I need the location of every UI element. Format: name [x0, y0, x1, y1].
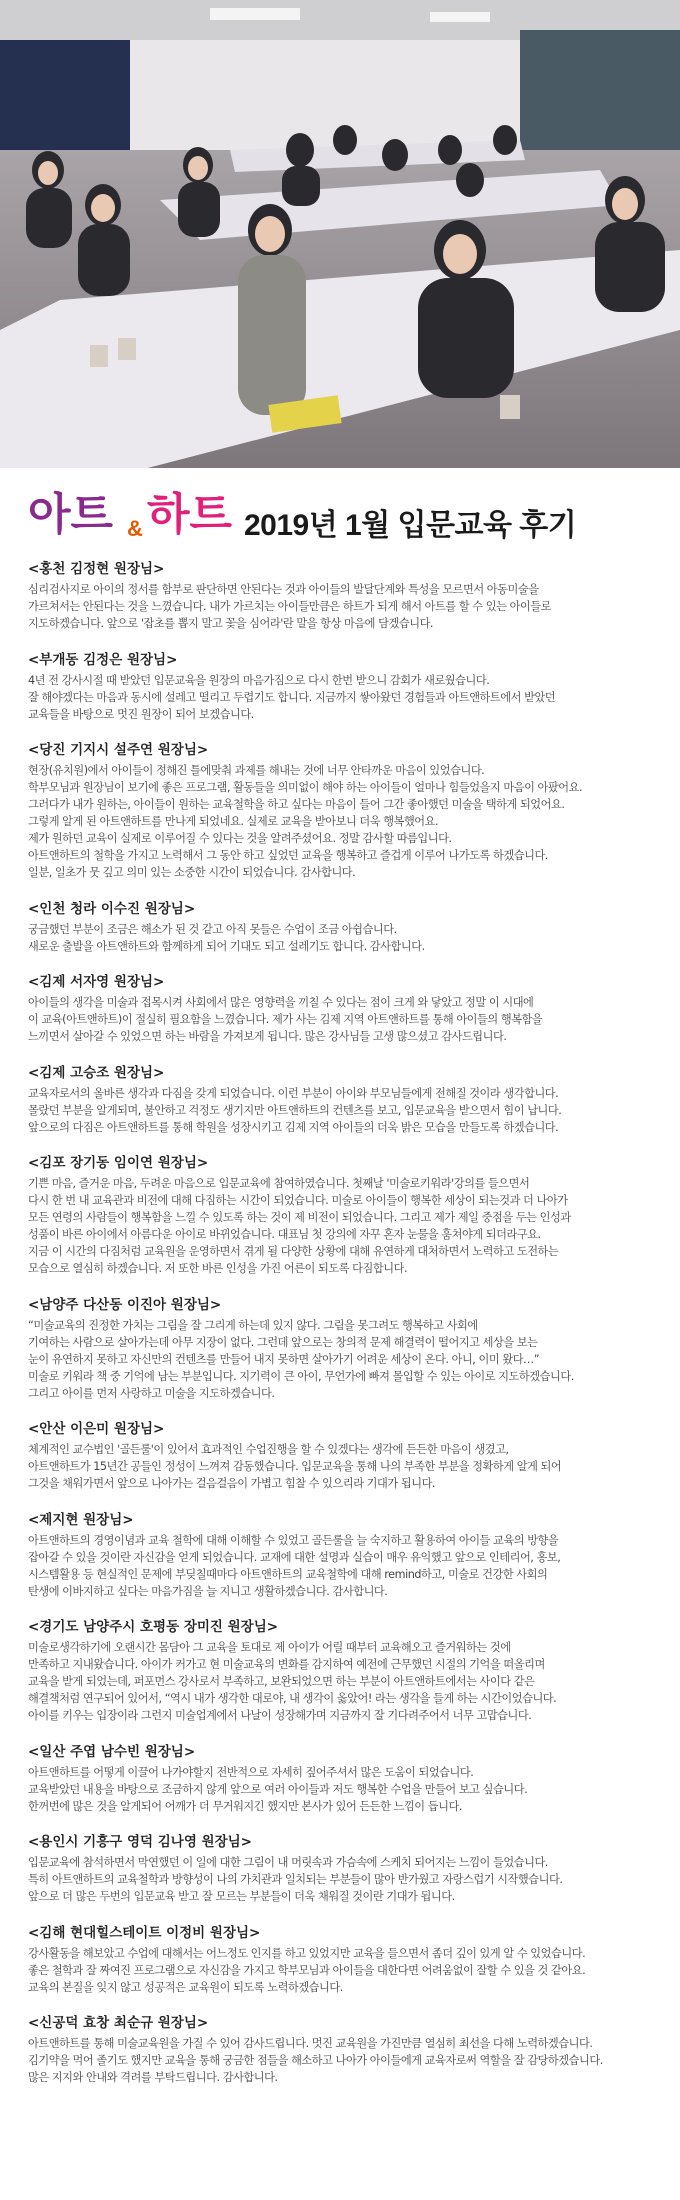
review-list — [28, 560, 658, 2105]
review-item — [28, 1924, 658, 1996]
page-title: 2019년 1월 입문교육 후기 — [244, 509, 577, 542]
review-author: <부개동 김정은 원장님> — [28, 651, 178, 668]
review-text: 기쁜 마음, 즐거운 마음, 두려운 마음으로 입문교육에 참여하였습니다. 첫째날 '미술로키워라'강의를 들으면서 다시 한 번 내 교육관과 비전에 대해 다짐하는 시간이 되었습니다. 미술로 아이들이 행복한 세상이 되는것과 더 나아가 모든 연령의 사람들이 행복함을 느낄 수 있도록 하는 것이 제 비전이 되었습니다. 그리고 제가 제일 중점을 두는 인성과 성품이 바른 아이에서 아름다운 아이로 바뀌었습니다. 대표님 첫 강의에 자꾸 혼자 눈물을 훔쳐야게 되더라구요. 지금 이 시간의 다짐처럼 교육원을 운영하면서 겪게 될 다양한 상황에 대해 유연하게 대처하면서 노력하고 도전하는 모습으로 열심히 하겠습니다. 저 또한 바른 인성을 가진 어른이 되도록 다짐합니다. — [28, 1177, 571, 1275]
review-text: 입문교육에 참석하면서 막연했던 이 일에 대한 그림이 내 머릿속과 가슴속에 스케치 되어지는 느낌이 들었습니다. 특히 아트앤하트의 교육철학과 방향성이 나의 가치관과 일치되는 부분들이 많아 반가웠고 자랑스럽기 시작했습니다. 앞으로 더 많은 두번의 입문교육 받고 잘 모르는 부분들이 더욱 채워질 것이란 기대가 됩니다. — [28, 1856, 563, 1903]
brand-heart-logo: 하트 — [147, 490, 233, 539]
review-item — [28, 741, 658, 881]
review-item — [28, 973, 658, 1045]
review-author: <안산 이은미 원장님> — [28, 1421, 165, 1437]
review-item — [28, 1833, 658, 1905]
review-author: <당진 기지시 설주연 원장님> — [28, 742, 209, 758]
review-author: <김포 장기동 임이연 원장님> — [28, 1155, 209, 1171]
review-author: <김제 서자영 원장님> — [28, 974, 165, 990]
review-author: <인천 청라 이수진 원장님> — [28, 900, 196, 917]
review-text: 심리검사지로 아이의 정서를 함부로 판단하면 안된다는 것과 아이들의 발달단계와 특성을 모르면서 아동미술을 가르쳐서는 안된다는 것을 느꼈습니다. 내가 가르치는 아이들만큼은 하트가 되게 해서 아트를 할 수 있는 아이들로 지도하겠습니다. 앞으로 '잡초를 뽑지 말고 꽃을 심어라'란 말을 항상 마음에 담겠습니다. — [28, 583, 552, 630]
review-text: 미술로생각하기에 오랜시간 몸담아 그 교육을 토대로 제 아이가 어릴 때부터 교육해오고 즐거워하는 것에 만족하고 지내왔습니다. 아이가 커가고 현 미술교육의 변화를 감지하여 예전에 근무했던 시절의 기억을 떠올리며 교육을 받게 되었는데, 퍼포먼스 강사로서 부족하고, 보완되었으면 하는 부분이 아트앤하트에서는 사이다 같은 해결책처럼 연구되어 있어서, “역시 내가 생각한 대로야, 내 생각이 옳았어! 라는 생각을 들게 하는 시간이었습니다. 아이를 키우는 입장이라 그런지 미술업계에서 나날이 성장해가며 지금까지 잘 기다려주어서 너무 고맙습니다. — [28, 1641, 557, 1722]
review-item — [28, 1296, 658, 1402]
review-text: 현장(유치원)에서 아이들이 정해진 틀에맞춰 과제를 해내는 것에 너무 안타까운 마음이 있었습니다. 학부모님과 원장님이 보기에 좋은 프로그램, 활동들을 의미없이 해야 하는 아이들이 얼마나 힘들었을지 마음이 아팠어요. 그러다가 내가 원하는, 아이들이 원하는 교육철학을 하고 싶다는 마음이 들어 그간 좋아했던 미술을 택하게 되었어요. 그렇게 알게 된 아트앤하트를 만나게 되었네요. 실제로 교육을 받아보니 더욱 행복했어요. 제가 원하던 교육이 실제로 이루어질 수 있다는 것을 알려주셨어요. 정말 감사할 따름입니다. 아트앤하트의 철학을 가지고 노력해서 그 동안 하고 싶었던 교육을 행복하고 즐겁게 이루어 나가도록 하겠습니다. 일분, 일초가 뭇 깊고 의미 있는 소중한 시간이 되었습니다. 감사합니다. — [28, 764, 583, 879]
review-text: 강사활동을 해보았고 수업에 대해서는 어느정도 인지를 하고 있었지만 교육을 들으면서 좀더 깊이 있게 알 수 있었습니다. 좋은 철학과 잘 짜여진 프로그램으로 자신감을 가지고 학부모님과 아이들을 대한다면 어려움없이 잘할 수 있을 것 같아요. 교육의 본질을 잊지 않고 성공적은 교육원이 되도록 노력하겠습니다. — [28, 1946, 586, 1994]
review-text: 4년 전 강사시절 때 받았던 입문교육을 원장의 마음가짐으로 다시 한번 받으니 감회가 새로웠습니다. 잘 해야겠다는 마음과 동시에 설레고 떨리고 두렵기도 합니다. 지금까지 쌓아왔던 경험들과 아트앤하트에서 받았던 교육들을 바탕으로 멋진 원장이 되어 보겠습니다. — [28, 673, 556, 721]
review-item — [28, 1154, 658, 1277]
review-item — [28, 2014, 658, 2086]
review-author: <김제 고승조 원장님> — [28, 1064, 165, 1081]
review-author: <일산 주엽 남수빈 원장님> — [28, 1743, 196, 1760]
review-author: <용인시 기흥구 영덕 김나영 원장님> — [28, 1834, 252, 1850]
review-text: 아트앤하트를 어떻게 이끌어 나가야할지 전반적으로 자세히 짚어주셔서 많은 도움이 되었습니다. 교육받았던 내용을 바탕으로 조금하지 않게 앞으로 여러 아이들과 저도 행복한 수업을 만들어 보고 싶습니다. 한꺼번에 많은 것을 알게되어 어깨가 더 무거워지긴 했지만 본사가 있어 든든한 느낌이 듭니다. — [28, 1765, 528, 1813]
brand-art-logo: 아트 — [28, 490, 114, 539]
review-text: 교육자로서의 올바른 생각과 다짐을 갖게 되었습니다. 이런 부분이 아이와 부모님들에게 전해질 것이라 생각합니다. 몰랐던 부분을 알게되며, 불안하고 걱정도 생기지만 아트앤하트의 컨텐츠를 보고, 입문교육을 받으면서 힘이 납니다. 앞으로의 다짐은 아트앤하트를 통해 학원을 성장시키고 김제 지역 아이들의 더욱 밝은 모습을 만들도록 하겠습니다. — [28, 1086, 562, 1134]
review-item — [28, 1743, 658, 1815]
review-item — [28, 900, 658, 955]
review-author: <남양주 다산동 이진아 원장님> — [28, 1296, 222, 1313]
review-text: 체계적인 교수법인 '골든룰'이 있어서 효과적인 수업진행을 할 수 있겠다는 생각에 든든한 마음이 생겼고, 아트앤하트가 15년간 공들인 정성이 느껴져 감동했습니다. 입문교육을 통해 나의 부족한 부분을 정확하게 알게 되어 그것을 채워가면서 앞으로 나아가는 걸음걸음이 가볍고 힘찰 수 있으리라 기대가 됩니다. — [28, 1443, 562, 1490]
review-item — [28, 1420, 658, 1492]
review-text: 궁금했던 부분이 조금은 해소가 된 것 같고 아직 못들은 수업이 조금 아쉽습니다. 새로운 출발을 아트앤하트와 함께하게 되어 기대도 되고 설레기도 합니다. 감사합니다. — [28, 922, 425, 953]
review-author: <제지현 원장님> — [28, 1511, 134, 1528]
review-text: 아트앤하트를 통해 미술교육원을 가질 수 있어 감사드립니다. 멋진 교육원을 가진만큼 열심히 최선을 다해 노력하겠습니다. 김기약을 먹어 졸기도 했지만 교육을 통해 궁금한 점들을 해소하고 나아가 아이들에게 교육자로써 역할을 잘 감당하겠습니다. 많은 지지와 안내와 격려를 부탁드립니다. 감사합니다. — [28, 2037, 603, 2084]
review-text: “미술교육의 진정한 가치는 그림을 잘 그리게 하는데 있지 않다. 그림을 못그려도 행복하고 사회에 기여하는 사람으로 살아가는데 아무 지장이 없다. 그런데 앞으로는 창의적 문제 해결력이 떨어지고 세상을 보는 눈이 유연하지 못하고 자신만의 컨텐츠를 만들어 내지 못하면 살아가기 어려운 세상이 온다. 아니, 이미 왔다…” 미술로 키워라 책 중 기억에 남는 부분입니다. 지기력이 큰 아이, 무언가에 빠져 몰입할 수 있는 아이로 지도하겠습니다. 그리고 아이를 먼저 사랑하고 미술을 지도하겠습니다. — [28, 1318, 574, 1400]
review-item — [28, 1064, 658, 1136]
title-banner — [0, 478, 680, 558]
review-text: 아이들의 생각을 미술과 접목시켜 사회에서 많은 영향력을 끼칠 수 있다는 점이 크게 와 닿았고 정말 이 시대에 이 교육(아트앤하트)이 절실히 필요함을 느꼈습니다. 제가 사는 김제 지역 아트앤하트를 통해 아이들의 행복함을 느끼면서 살아갈 수 있었으면 하는 바람을 가져보게 됩니다. 많은 강사님들 고생 많으셨고 감사드립니다. — [28, 996, 543, 1043]
brand-ampersand: & — [127, 516, 143, 541]
review-author: <신공덕 효창 최순규 원장님> — [28, 2015, 209, 2031]
review-author: <경기도 남양주시 호평동 장미진 원장님> — [28, 1619, 279, 1635]
review-text: 아트앤하트의 경영이념과 교육 철학에 대해 이해할 수 있었고 골든룰을 늘 숙지하고 활용하여 아이들 교육의 방향을 잡아갈 수 있을 것이란 자신감을 얻게 되었습니다. 교재에 대한 설명과 실습이 매우 유익했고 앞으로 인테리어, 홍보, 시스템활용 등 현실적인 문제에 부딪칠때마다 아트앤하트의 교육철학에 대해 remind하고, 미술로 건강한 사회의 탄생에 이바지하고 싶다는 마음가짐을 늘 지니고 생활하겠습니다. 감사합니다. — [28, 1533, 561, 1598]
review-item — [28, 1511, 658, 1600]
review-item — [28, 1618, 658, 1724]
review-item — [28, 651, 658, 723]
review-author: <홍천 김정현 원장님> — [28, 561, 165, 577]
group-photo — [0, 0, 680, 468]
review-author: <김해 현대힐스테이트 이정비 원장님> — [28, 1924, 261, 1941]
review-item — [28, 560, 658, 632]
